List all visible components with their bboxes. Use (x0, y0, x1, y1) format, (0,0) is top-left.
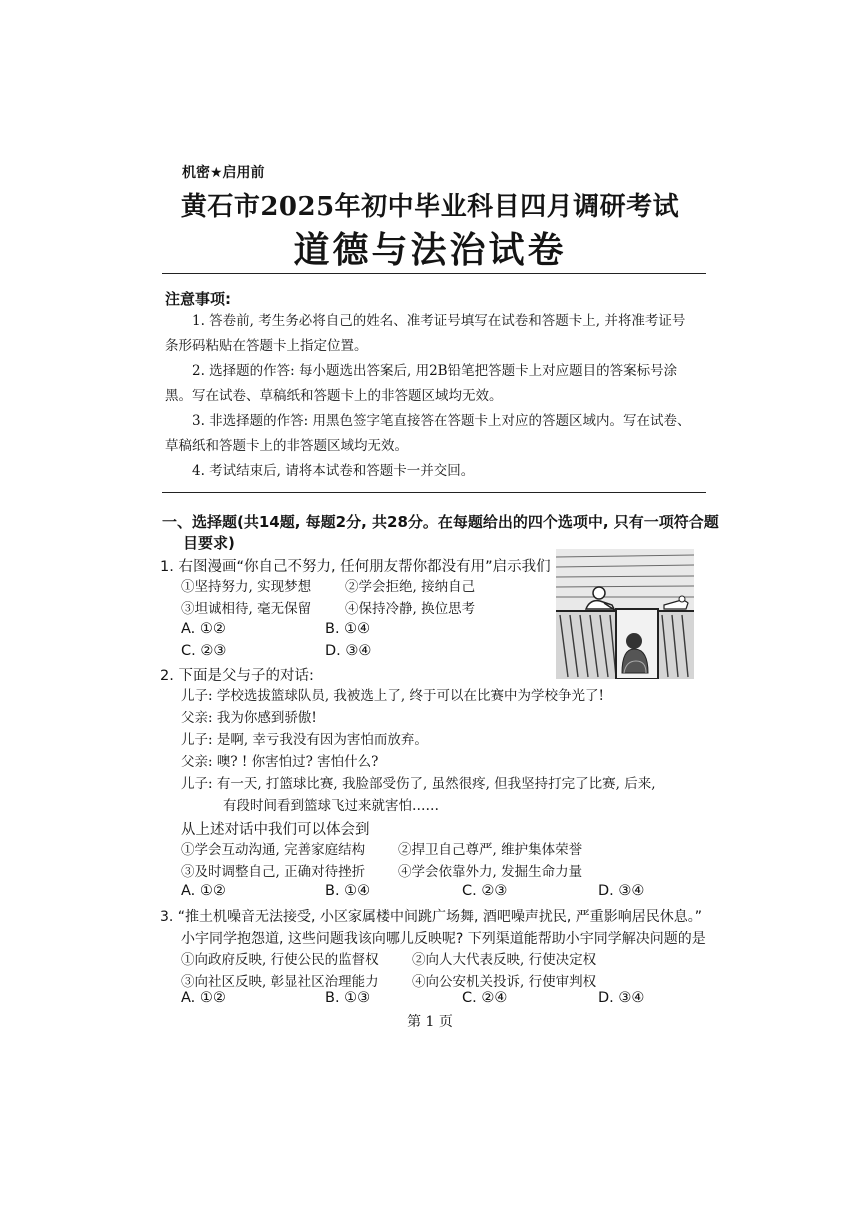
notice-heading: 注意事项: (165, 290, 231, 308)
q2-option-2: ②捍卫自己尊严, 维护集体荣誉 (398, 842, 583, 858)
q3-option-3: ③向社区反映, 彰显社区治理能力 (181, 974, 379, 990)
q1-option-2: ②学会拒绝, 接纳自己 (345, 579, 476, 595)
notice-item-2-line-2: 黑。写在试卷、草稿纸和答题卡上的非答题区域均无效。 (165, 388, 503, 404)
notice-divider (162, 492, 706, 493)
top-divider (162, 273, 706, 274)
confidential-label: 机密★启用前 (182, 165, 265, 181)
q3-option-4: ④向公安机关投诉, 行使审判权 (412, 974, 597, 990)
notice-item-3-line-2: 草稿纸和答题卡上的非答题区域均无效。 (165, 438, 408, 454)
q3-option-2: ②向人大代表反映, 行使决定权 (412, 952, 597, 968)
q1-stem: 1. 右图漫画“你自己不努力, 任何朋友帮你都没有用”启示我们 (160, 559, 551, 575)
page-number: 第 1 页 (407, 1014, 453, 1030)
q2-option-1: ①学会互动沟通, 完善家庭结构 (181, 842, 366, 858)
q2-dialogue-line-5: 儿子: 有一天, 打篮球比赛, 我脸部受伤了, 虽然很疼, 但我坚持打完了比赛, 后来, (181, 776, 656, 792)
q3-answer-a: A. ①② (181, 990, 226, 1006)
q3-option-1: ①向政府反映, 行使公民的监督权 (181, 952, 379, 968)
q2-answer-d: D. ③④ (598, 883, 645, 899)
q1-answer-c: C. ②③ (181, 643, 227, 659)
section-1-heading-cont: 目要求) (183, 534, 235, 552)
q2-stem: 2. 下面是父与子的对话: (160, 668, 314, 684)
q2-dialogue-line-5-cont: 有段时间看到篮球飞过来就害怕…… (223, 798, 439, 814)
q2-dialogue-line-1: 儿子: 学校选拔篮球队员, 我被选上了, 终于可以在比赛中为学校争光了! (181, 688, 604, 704)
q2-dialogue-line-3: 儿子: 是啊, 幸亏我没有因为害怕而放弃。 (181, 732, 428, 748)
section-1-heading: 一、选择题(共14题, 每题2分, 共28分。在每题给出的四个选项中, 只有一项符合题 (162, 513, 719, 531)
notice-item-4-line-1: 4. 考试结束后, 请将本试卷和答题卡一并交回。 (192, 463, 475, 479)
exam-title: 黄石市2025年初中毕业科目四月调研考试 (180, 192, 680, 222)
q2-prompt: 从上述对话中我们可以体会到 (181, 822, 370, 838)
notice-item-3-line-1: 3. 非选择题的作答: 用黑色签字笔直接答在答题卡上对应的答题区域内。写在试卷、 (192, 413, 691, 429)
q1-option-4: ④保持冷静, 换位思考 (345, 601, 476, 617)
q3-answer-c: C. ②④ (462, 990, 508, 1006)
q3-answer-b: B. ①③ (325, 990, 371, 1006)
q2-dialogue-line-2: 父亲: 我为你感到骄傲! (181, 710, 317, 726)
subject-title: 道德与法治试卷 (293, 230, 567, 271)
comic-illustration (556, 549, 694, 679)
q3-stem: 3. “推土机噪音无法接受, 小区家属楼中间跳广场舞, 酒吧噪声扰民, 严重影响居民休息。” (160, 909, 703, 925)
q2-option-3: ③及时调整自己, 正确对待挫折 (181, 864, 366, 880)
q1-option-1: ①坚持努力, 实现梦想 (181, 579, 312, 595)
q3-answer-d: D. ③④ (598, 990, 645, 1006)
q2-dialogue-line-4: 父亲: 噢? ! 你害怕过? 害怕什么? (181, 754, 379, 770)
q1-answer-b: B. ①④ (325, 621, 371, 637)
q2-answer-b: B. ①④ (325, 883, 371, 899)
q2-option-4: ④学会依靠外力, 发掘生命力量 (398, 864, 583, 880)
q1-answer-d: D. ③④ (325, 643, 372, 659)
q2-answer-c: C. ②③ (462, 883, 508, 899)
q3-stem-cont: 小宇同学抱怨道, 这些问题我该向哪儿反映呢? 下列渠道能帮助小宇同学解决问题的是 (181, 931, 706, 947)
notice-item-2-line-1: 2. 选择题的作答: 每小题选出答案后, 用2B铅笔把答题卡上对应题目的答案标号涂 (192, 363, 678, 379)
q2-answer-a: A. ①② (181, 883, 226, 899)
q1-option-3: ③坦诚相待, 毫无保留 (181, 601, 312, 617)
notice-item-1-line-2: 条形码粘贴在答题卡上指定位置。 (165, 338, 368, 354)
notice-item-1-line-1: 1. 答卷前, 考生务必将自己的姓名、准考证号填写在试卷和答题卡上, 并将准考证号 (192, 313, 686, 329)
q1-answer-a: A. ①② (181, 621, 226, 637)
